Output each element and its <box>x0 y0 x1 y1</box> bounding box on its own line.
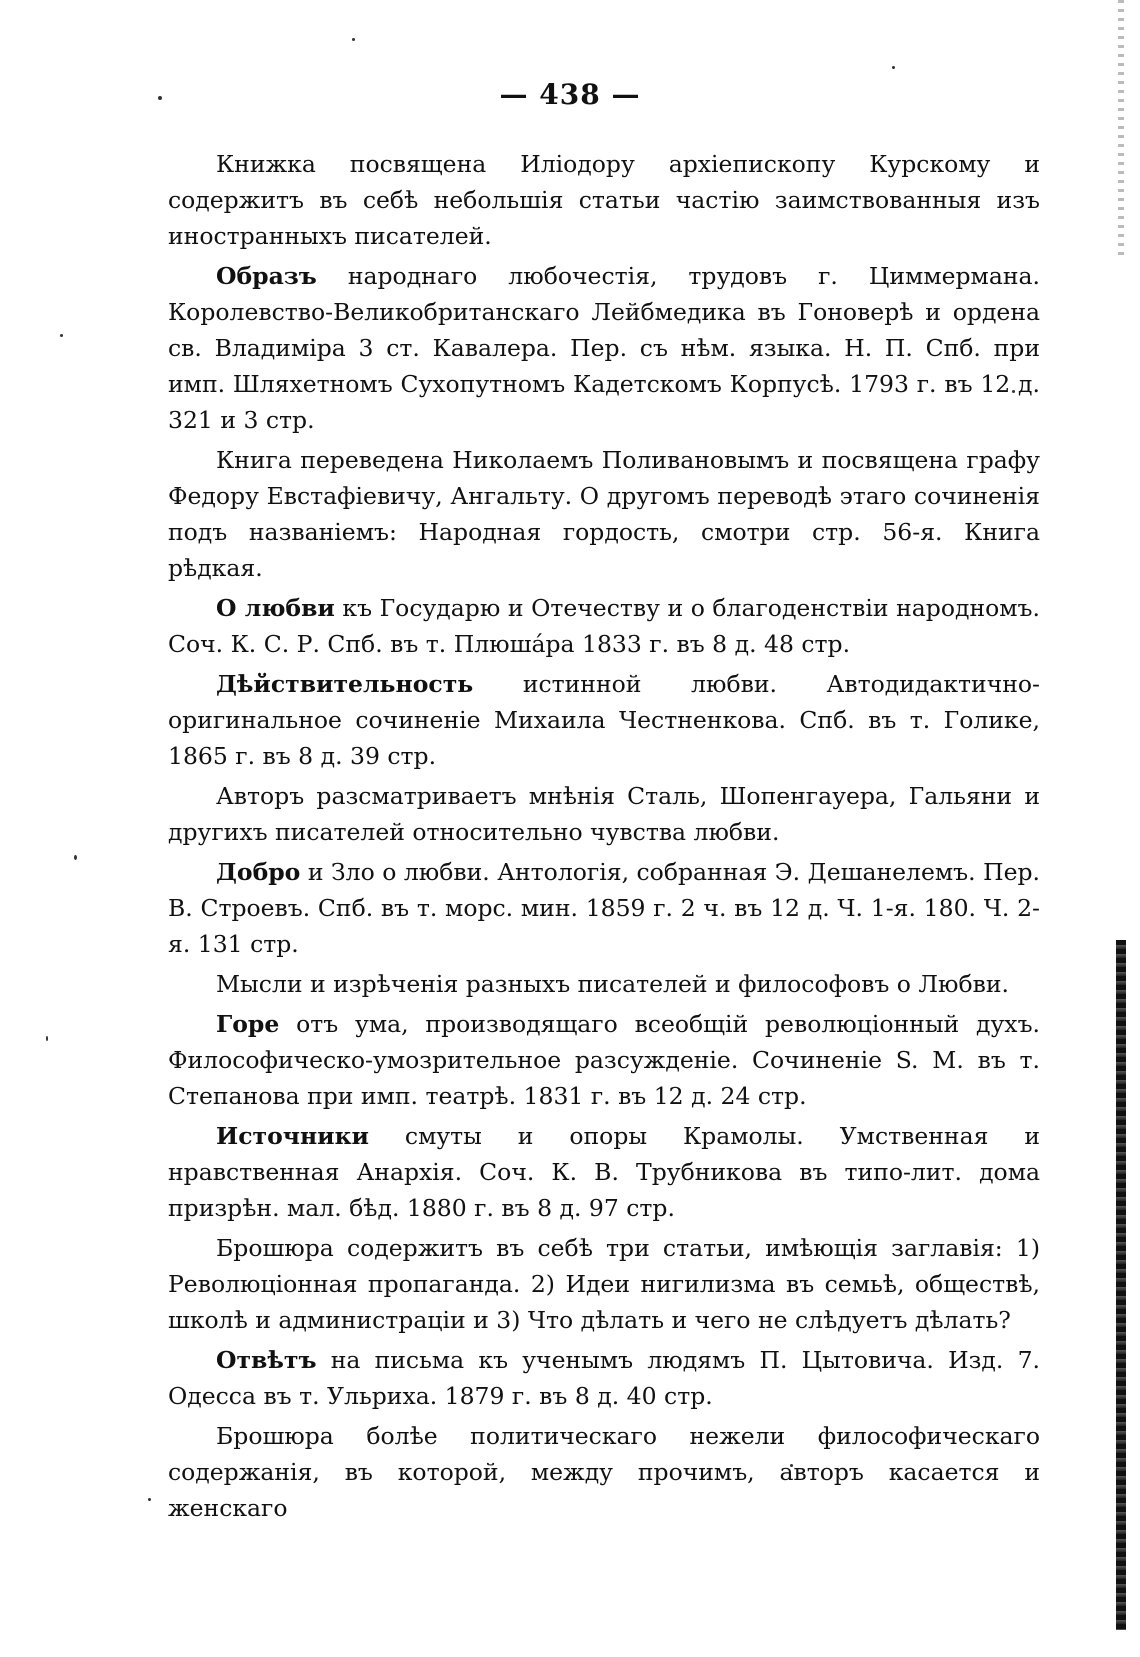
print-speck <box>46 1036 48 1041</box>
paragraph-annotation <box>168 966 1040 1002</box>
page-edge-shadow-bottom <box>1116 940 1126 1630</box>
bibliography-entry <box>168 1118 1040 1226</box>
entry-title: Образъ <box>216 262 317 290</box>
page-number: — 438 — <box>499 78 641 111</box>
entry-description: и Зло о любви. Антологія, собранная Э. Дешанелемъ. Пер. В. Строевъ. Спб. въ т. морс. мин. 1859 г. 2 ч. въ 12 д. Ч. 1-я. 180. Ч. 2-я. 131 стр. <box>168 858 1040 958</box>
entry-description: истинной любви. Автодидактично-оригинальное сочиненіе Михаила Честненкова. Спб. въ т. Голике, 1865 г. въ 8 д. 39 стр. <box>168 670 1040 770</box>
paragraph-annotation <box>168 1230 1040 1338</box>
print-speck <box>352 38 355 41</box>
print-speck <box>74 855 77 860</box>
print-speck <box>148 1498 151 1501</box>
annotation-text: Книжка посвящена Иліодору архіепископу Курскому и содержитъ въ себѣ небольшія статьи частію заимствованныя изъ иностранныхъ писателей. <box>168 150 1040 250</box>
bibliography-entry <box>168 1342 1040 1414</box>
annotation-text: Авторъ разсматриваетъ мнѣнія Сталь, Шопенгауера, Гальяни и другихъ писателей относительно чувства любви. <box>168 782 1040 846</box>
entry-title: Горе <box>216 1010 280 1038</box>
entry-description: народнаго любочестія, трудовъ г. Циммермана. Королевство-Великобританскаго Лейбмедика въ Гоноверѣ и ордена св. Владиміра 3 ст. Кавалера. Пер. съ нѣм. языка. Н. П. Спб. при имп. Шляхетномъ Сухопутномъ Кадетскомъ Корпусѣ. 1793 г. въ 12 д. 321 и 3 стр. <box>168 262 1040 434</box>
paragraph-annotation <box>168 778 1040 850</box>
entry-title: Отвѣтъ <box>216 1346 317 1374</box>
entry-description: на письма къ ученымъ людямъ П. Цытовича. Изд. 7. Одесса въ т. Ульриха. 1879 г. въ 8 д. 40 стр. <box>168 1346 1040 1410</box>
entry-title: Добро <box>216 858 301 886</box>
annotation-text: Брошюра содержитъ въ себѣ три статьи, имѣющія заглавія: 1) Революціонная пропаганда. 2) Идеи нигилизма въ семьѣ, обществѣ, школѣ и администраціи и 3) Что дѣлать и чего не слѣдуетъ дѣлать? <box>168 1234 1040 1334</box>
bibliography-entry <box>168 666 1040 774</box>
paragraph-annotation <box>168 146 1040 254</box>
entry-description: къ Государю и Отечеству и о благоденствіи народномъ. Соч. К. С. Р. Спб. въ т. Плюшáра 1833 г. въ 8 д. 48 стр. <box>168 594 1040 658</box>
annotation-text: Книга переведена Николаемъ Поливановымъ и посвящена графу Федору Евстафіевичу, Ангальту. О другомъ переводѣ этаго сочиненія подъ названіемъ: Народная гордость, смотри стр. 56-я. Книга рѣдкая. <box>168 446 1040 582</box>
annotation-text: Мысли и изрѣченія разныхъ писателей и философовъ о Любви. <box>216 970 1009 998</box>
entry-description: смуты и опоры Крамолы. Умственная и нравственная Анархія. Соч. К. В. Трубникова въ типо-лит. дома призрѣн. мал. бѣд. 1880 г. въ 8 д. 97 стр. <box>168 1122 1040 1222</box>
bibliography-entry <box>168 590 1040 662</box>
entry-title: Дѣйствительность <box>216 670 474 698</box>
bibliography-entry <box>168 854 1040 962</box>
entry-title: О любви <box>216 594 335 622</box>
paragraph-annotation <box>168 442 1040 586</box>
entry-description: отъ ума, производящаго всеобщій революціонный духъ. Философическо-умозрительное разсужденіе. Сочиненіе S. M. въ т. Степанова при имп. театрѣ. 1831 г. въ 12 д. 24 стр. <box>168 1010 1040 1110</box>
print-speck <box>60 334 63 337</box>
paragraph-annotation <box>168 1418 1040 1526</box>
page-edge-shadow-top <box>1118 0 1124 260</box>
bibliography-entry <box>168 258 1040 438</box>
bibliography-entry <box>168 1006 1040 1114</box>
entry-title: Источники <box>216 1122 369 1150</box>
annotation-text: Брошюра болѣе политическаго нежели философическаго содержанія, въ которой, между прочимъ, авторъ касается и женскаго <box>168 1422 1040 1522</box>
print-speck <box>892 66 895 69</box>
text-column <box>168 146 1040 1530</box>
